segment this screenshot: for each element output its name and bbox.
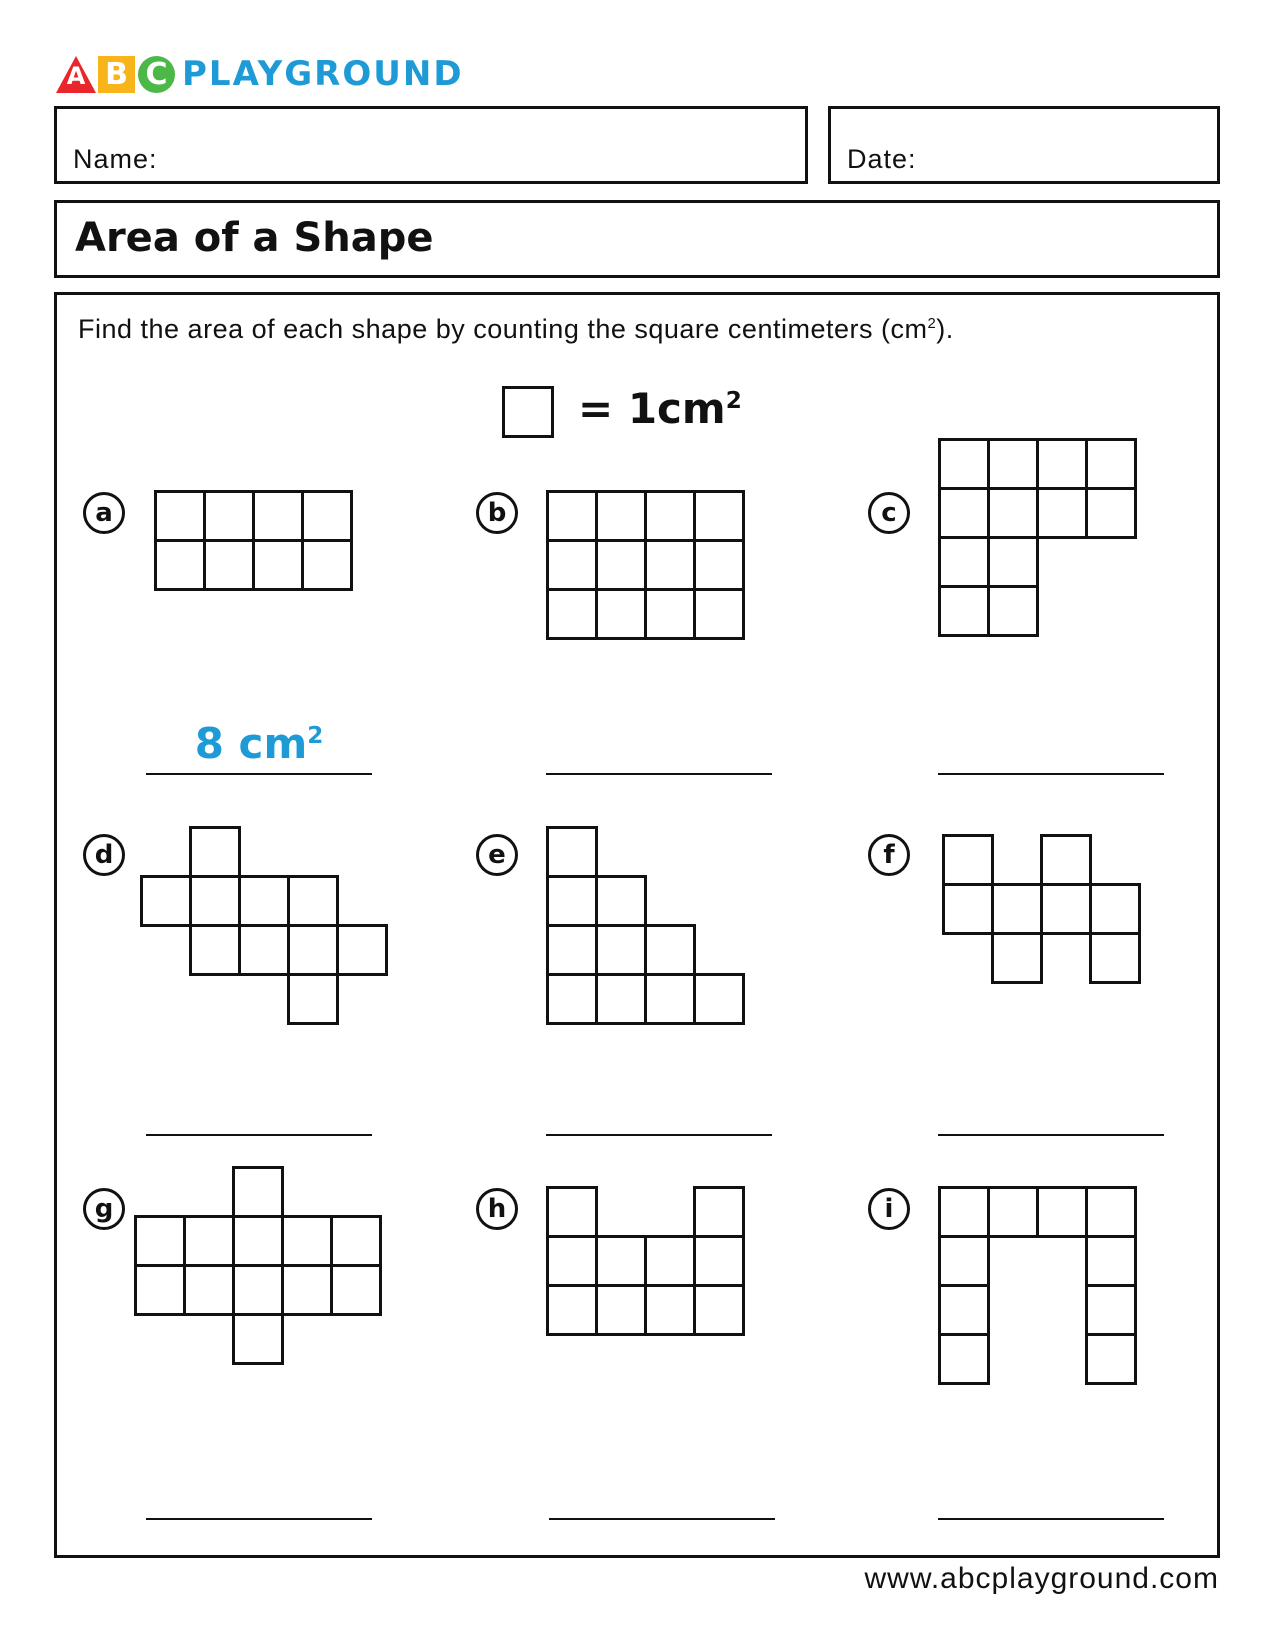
problem-label-h: h — [476, 1188, 518, 1230]
date-field[interactable] — [828, 106, 1220, 184]
unit-square — [595, 875, 647, 927]
unit-square — [938, 1186, 990, 1238]
unit-square — [938, 1333, 990, 1385]
problem-label-b: b — [476, 492, 518, 534]
unit-square — [595, 973, 647, 1025]
unit-square — [595, 490, 647, 542]
unit-square — [987, 438, 1039, 490]
unit-square — [189, 826, 241, 878]
unit-square — [546, 826, 598, 878]
unit-square — [154, 539, 206, 591]
answer-line-g[interactable] — [146, 1518, 372, 1520]
logo-letter-c: C — [138, 56, 175, 93]
unit-square — [281, 1215, 333, 1267]
unit-square — [546, 924, 598, 976]
unit-square — [154, 490, 206, 542]
date-label: Date: — [847, 144, 917, 174]
unit-square — [330, 1264, 382, 1316]
unit-square — [1085, 1333, 1137, 1385]
unit-square — [189, 875, 241, 927]
unit-square — [301, 490, 353, 542]
answer-line-i[interactable] — [938, 1518, 1164, 1520]
problem-label-a: a — [83, 492, 125, 534]
unit-square — [1036, 438, 1088, 490]
answer-line-e[interactable] — [546, 1134, 772, 1136]
unit-square — [330, 1215, 382, 1267]
unit-square — [938, 585, 990, 637]
problem-label-g: g — [83, 1188, 125, 1230]
unit-square — [942, 834, 994, 886]
logo-letter-b: B — [98, 56, 135, 93]
title-box — [54, 200, 1220, 278]
unit-square — [183, 1264, 235, 1316]
unit-square — [546, 1284, 598, 1336]
unit-square — [546, 1235, 598, 1287]
unit-square — [595, 588, 647, 640]
unit-square — [134, 1264, 186, 1316]
answer-line-h[interactable] — [549, 1518, 775, 1520]
unit-square — [644, 973, 696, 1025]
unit-square — [203, 490, 255, 542]
unit-square — [991, 932, 1043, 984]
answer-line-f[interactable] — [938, 1134, 1164, 1136]
unit-square — [281, 1264, 333, 1316]
unit-square — [546, 973, 598, 1025]
answer-line-a[interactable] — [146, 773, 372, 775]
unit-square — [252, 490, 304, 542]
unit-square — [140, 875, 192, 927]
unit-square — [546, 588, 598, 640]
unit-square — [595, 539, 647, 591]
footer-url: www.abcplayground.com — [864, 1562, 1219, 1595]
unit-square — [189, 924, 241, 976]
unit-square — [1089, 883, 1141, 935]
unit-square — [1089, 932, 1141, 984]
unit-square — [1040, 883, 1092, 935]
unit-square — [644, 588, 696, 640]
unit-square — [693, 1235, 745, 1287]
problem-label-d: d — [83, 834, 125, 876]
unit-square — [938, 536, 990, 588]
unit-square — [546, 1186, 598, 1238]
name-label: Name: — [73, 144, 158, 174]
unit-square — [1036, 487, 1088, 539]
unit-square — [987, 536, 1039, 588]
unit-square — [252, 539, 304, 591]
unit-square — [595, 924, 647, 976]
unit-square — [183, 1215, 235, 1267]
answer-line-b[interactable] — [546, 773, 772, 775]
unit-square — [232, 1264, 284, 1316]
unit-square — [134, 1215, 186, 1267]
unit-square — [336, 924, 388, 976]
unit-square — [942, 883, 994, 935]
page-title: Area of a Shape — [75, 215, 434, 261]
abc-playground-logo — [56, 54, 464, 94]
unit-square — [1085, 438, 1137, 490]
unit-square — [546, 875, 598, 927]
unit-square — [1085, 487, 1137, 539]
unit-square — [287, 875, 339, 927]
unit-square — [232, 1313, 284, 1365]
unit-square-legend — [502, 386, 554, 438]
unit-square — [644, 490, 696, 542]
unit-square — [938, 1284, 990, 1336]
unit-square — [1040, 834, 1092, 886]
unit-square — [987, 1186, 1039, 1238]
unit-square — [693, 539, 745, 591]
unit-square — [595, 1284, 647, 1336]
problem-label-i: i — [868, 1188, 910, 1230]
problem-label-f: f — [868, 834, 910, 876]
unit-square — [232, 1166, 284, 1218]
unit-square — [938, 1235, 990, 1287]
unit-square — [1085, 1186, 1137, 1238]
unit-square — [693, 973, 745, 1025]
unit-square — [991, 883, 1043, 935]
answer-line-d[interactable] — [146, 1134, 372, 1136]
unit-square — [287, 973, 339, 1025]
problem-label-c: c — [868, 492, 910, 534]
unit-square — [644, 539, 696, 591]
unit-square — [546, 490, 598, 542]
unit-square — [595, 1235, 647, 1287]
unit-legend-text: = $1cm^2$ — [578, 384, 742, 433]
unit-square — [1036, 1186, 1088, 1238]
unit-square — [644, 1284, 696, 1336]
unit-square — [238, 924, 290, 976]
unit-square — [232, 1215, 284, 1267]
unit-square — [987, 487, 1039, 539]
unit-square — [938, 438, 990, 490]
problem-label-e: e — [476, 834, 518, 876]
unit-square — [1085, 1235, 1137, 1287]
unit-square — [546, 539, 598, 591]
unit-square — [644, 1235, 696, 1287]
unit-square — [693, 490, 745, 542]
unit-square — [238, 875, 290, 927]
unit-square — [693, 588, 745, 640]
answer-text-a: 8 $cm^2$ — [194, 719, 324, 768]
unit-square — [203, 539, 255, 591]
answer-line-c[interactable] — [938, 773, 1164, 775]
name-field[interactable] — [54, 106, 808, 184]
unit-square — [987, 585, 1039, 637]
logo-letter-a: A — [56, 56, 96, 93]
unit-square — [1085, 1284, 1137, 1336]
unit-square — [301, 539, 353, 591]
logo-text: PLAYGROUND — [182, 54, 464, 94]
unit-square — [693, 1284, 745, 1336]
unit-square — [287, 924, 339, 976]
unit-square — [938, 487, 990, 539]
unit-square — [644, 924, 696, 976]
unit-square — [693, 1186, 745, 1238]
instructions: Find the area of each shape by counting the square centimeters $(cm^2)$. — [78, 314, 954, 344]
